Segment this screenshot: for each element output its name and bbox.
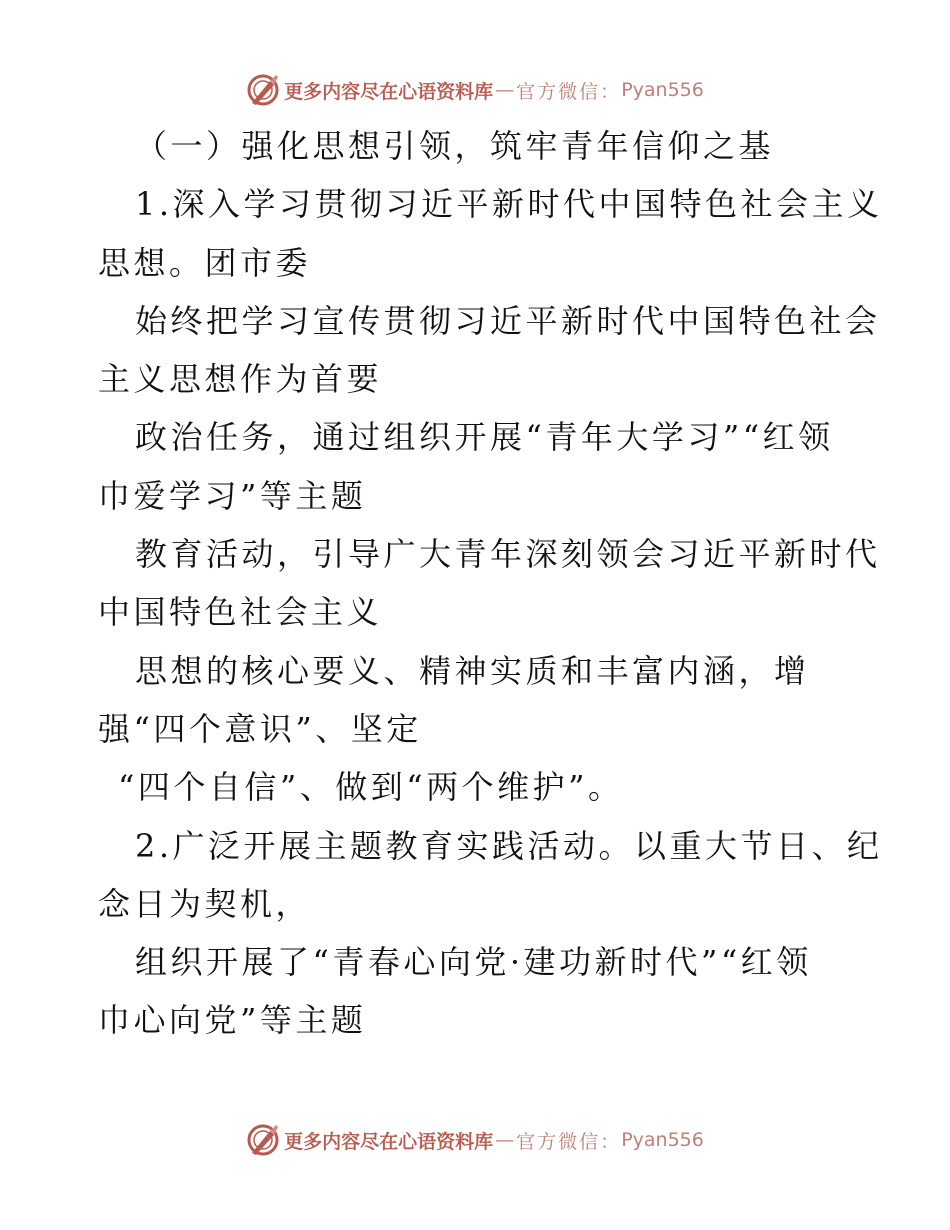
- quill-logo-icon: [246, 73, 280, 107]
- watermark-wechat-label: 官方微信：: [516, 80, 622, 103]
- watermark-brand: 更多内容尽在心语资料库: [284, 1130, 494, 1153]
- paragraph-line: 念日为契机，: [98, 884, 312, 923]
- paragraph-line: 主义思想作为首要: [98, 360, 383, 399]
- paragraph-line: 教育活动，引导广大青年深刻领会习近平新时代: [135, 535, 881, 574]
- paragraph-line: 思想。团市委: [98, 243, 312, 282]
- document-body: [98, 117, 883, 1050]
- paragraph-line: 巾爱学习”等主题: [98, 476, 367, 515]
- paragraph-line: 1.深入学习贯彻习近平新时代中国特色社会主义: [135, 185, 883, 224]
- quill-logo-icon: [246, 1123, 280, 1157]
- watermark-dash: —: [495, 1129, 515, 1151]
- paragraph-line: 思想的核心要义、精神实质和丰富内涵，增: [135, 651, 810, 690]
- paragraph-line: 巾心向党”等主题: [98, 1001, 367, 1040]
- paragraph-line: 组织开展了“青春心向党·建功新时代”“红领: [135, 943, 812, 982]
- paragraph-line: “四个自信”、做到“两个维护”。: [118, 768, 624, 807]
- footer-watermark: [0, 1120, 950, 1160]
- section-heading: （一）强化思想引领，筑牢青年信仰之基: [135, 127, 775, 165]
- paragraph-line: 政治任务，通过组织开展“青年大学习”“红领: [135, 418, 834, 457]
- paragraph-line: 中国特色社会主义: [98, 593, 383, 632]
- watermark-wechat-id: Pyan556: [621, 1129, 704, 1151]
- paragraph-line: 2.广泛开展主题教育实践活动。以重大节日、纪: [135, 826, 883, 865]
- header-watermark: [0, 70, 950, 110]
- watermark-wechat-id: Pyan556: [621, 79, 704, 101]
- watermark-brand: 更多内容尽在心语资料库: [284, 80, 494, 103]
- paragraph-line: 强“四个意识”、坚定: [98, 709, 422, 748]
- watermark-wechat-label: 官方微信：: [516, 1130, 622, 1153]
- paragraph-line: 始终把学习宣传贯彻习近平新时代中国特色社会: [135, 301, 881, 340]
- watermark-dash: —: [495, 79, 515, 101]
